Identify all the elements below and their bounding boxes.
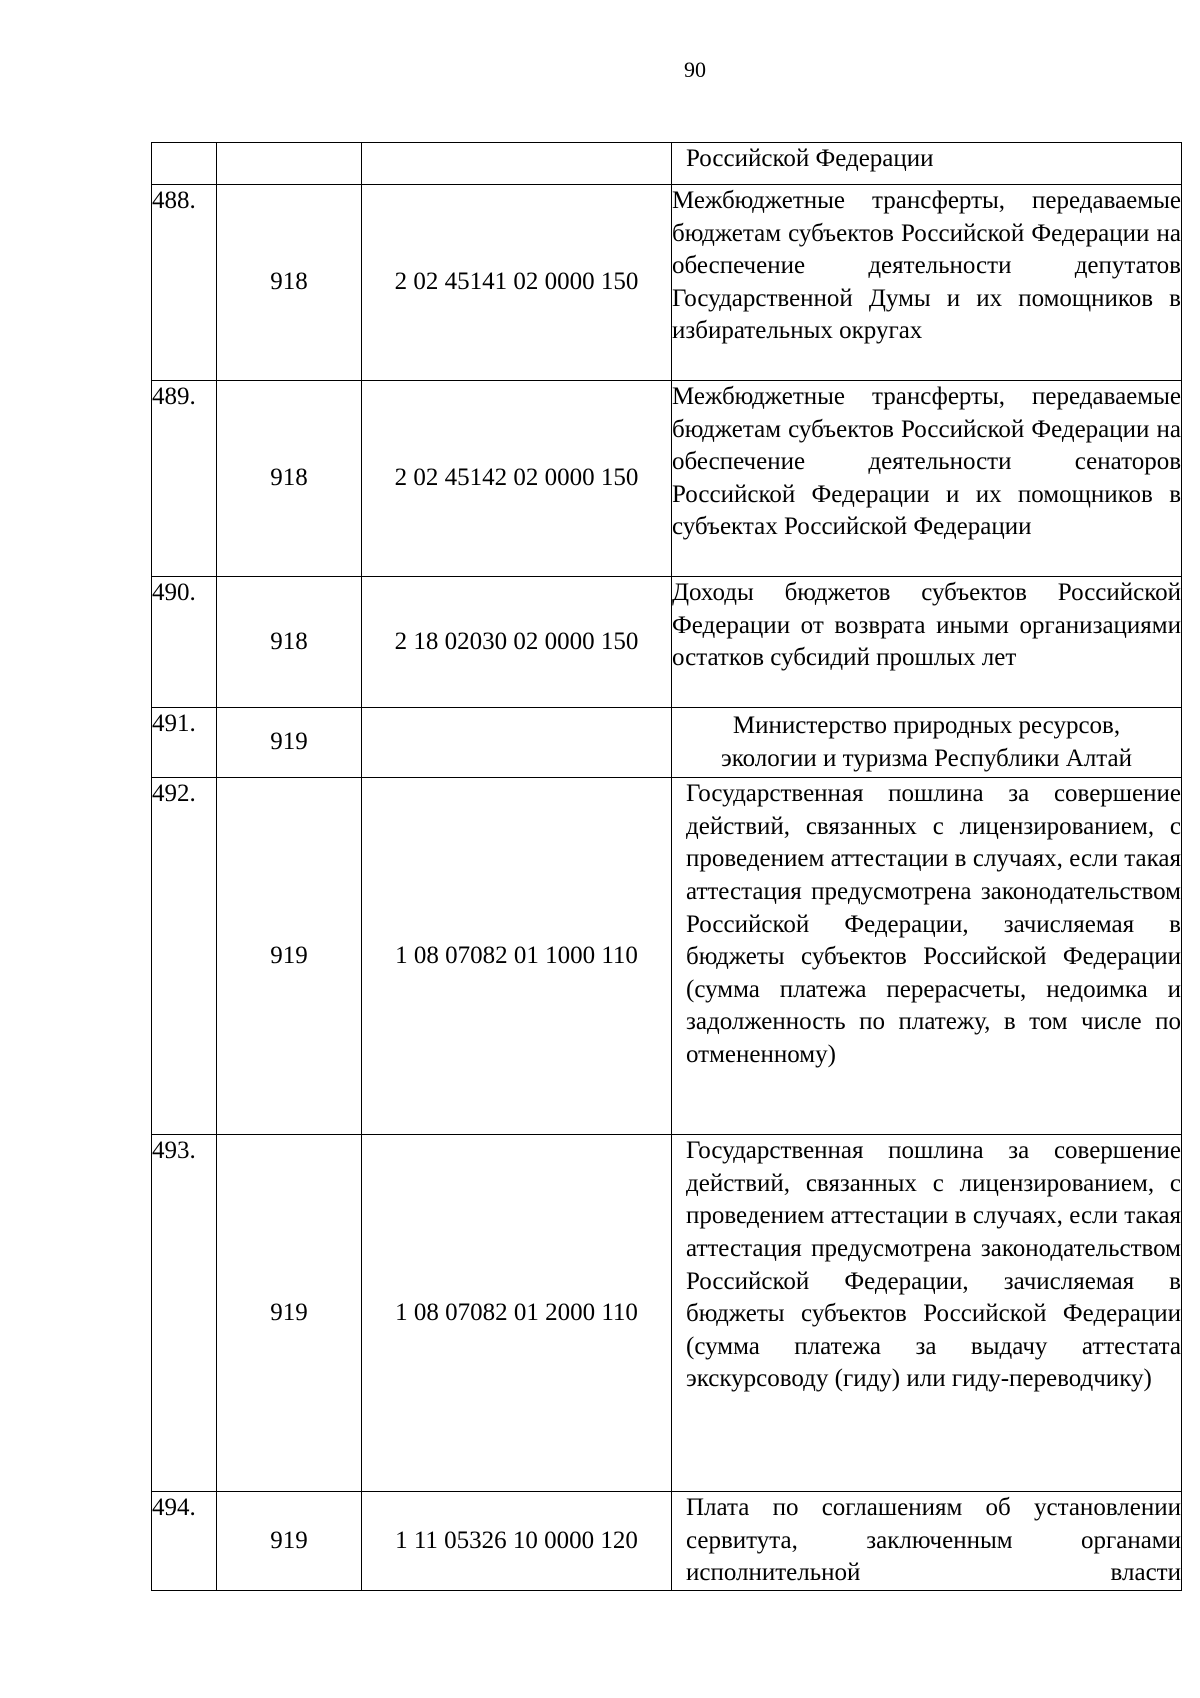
admin-code: 918	[217, 381, 362, 577]
admin-code: 918	[217, 185, 362, 381]
row-description: Государственная пошлина за совершение действий, связанных с лицензированием, с проведением аттестации в случаях, если такая аттестация предусмотрена законодательством Российской Федерации, зачисляемая в бюджеты субъектов Российской Федерации (сумма платежа перерасчеты, недоимка и задолженность по платежу, в том числе по отмененному)	[672, 778, 1182, 1135]
kbk-code: 1 08 07082 01 1000 110	[362, 778, 672, 1135]
admin-code-cell	[217, 143, 362, 185]
table-row-section-heading	[152, 708, 1182, 778]
admin-code: 919	[217, 1492, 362, 1591]
table-row-continuation	[152, 143, 1182, 185]
table-row	[152, 1135, 1182, 1492]
kbk-code	[362, 708, 672, 778]
kbk-code: 1 08 07082 01 2000 110	[362, 1135, 672, 1492]
row-number: 489.	[152, 381, 217, 577]
row-description: Государственная пошлина за совершение действий, связанных с лицензированием, с проведением аттестации в случаях, если такая аттестация предусмотрена законодательством Российской Федерации, зачисляемая в бюджеты субъектов Российской Федерации (сумма платежа за выдачу аттестата экскурсоводу (гиду) или гиду-переводчику)	[672, 1135, 1182, 1492]
table-row	[152, 1492, 1182, 1591]
row-description: Доходы бюджетов субъектов Российской Федерации от возврата иными организациями остатков субсидий прошлых лет	[672, 577, 1182, 708]
admin-code: 919	[217, 778, 362, 1135]
page-number: 90	[684, 57, 706, 82]
table-row	[152, 778, 1182, 1135]
kbk-code: 1 11 05326 10 0000 120	[362, 1492, 672, 1591]
row-description: Межбюджетные трансферты, передаваемые бюджетам субъектов Российской Федерации на обеспечение деятельности сенаторов Российской Федерации и их помощников в субъектах Российской Федерации	[672, 381, 1182, 577]
kbk-code: 2 02 45142 02 0000 150	[362, 381, 672, 577]
row-number: 494.	[152, 1492, 217, 1591]
section-heading-line: экологии и туризма Республики Алтай	[720, 744, 1133, 772]
row-number: 492.	[152, 778, 217, 1135]
row-description: Межбюджетные трансферты, передаваемые бюджетам субъектов Российской Федерации на обеспечение деятельности депутатов Государственной Думы и их помощников в избирательных округах	[672, 185, 1182, 381]
section-heading	[672, 708, 1182, 778]
kbk-code-cell	[362, 143, 672, 185]
kbk-code: 2 02 45141 02 0000 150	[362, 185, 672, 381]
row-description: Российской Федерации	[672, 143, 1182, 185]
row-number: 490.	[152, 577, 217, 708]
table-row	[152, 185, 1182, 381]
admin-code: 919	[217, 1135, 362, 1492]
row-number: 491.	[152, 708, 217, 778]
table-row	[152, 381, 1182, 577]
row-number: 493.	[152, 1135, 217, 1492]
admin-code: 919	[217, 708, 362, 778]
row-number: 488.	[152, 185, 217, 381]
section-heading-line: Министерство природных ресурсов,	[732, 712, 1121, 739]
admin-code: 918	[217, 577, 362, 708]
budget-revenue-table	[151, 142, 1182, 1591]
row-number-cell	[152, 143, 217, 185]
table-row	[152, 577, 1182, 708]
kbk-code: 2 18 02030 02 0000 150	[362, 577, 672, 708]
row-description: Плата по соглашениям об установлении сервитута, заключенным органами исполнительной власти	[672, 1492, 1182, 1591]
